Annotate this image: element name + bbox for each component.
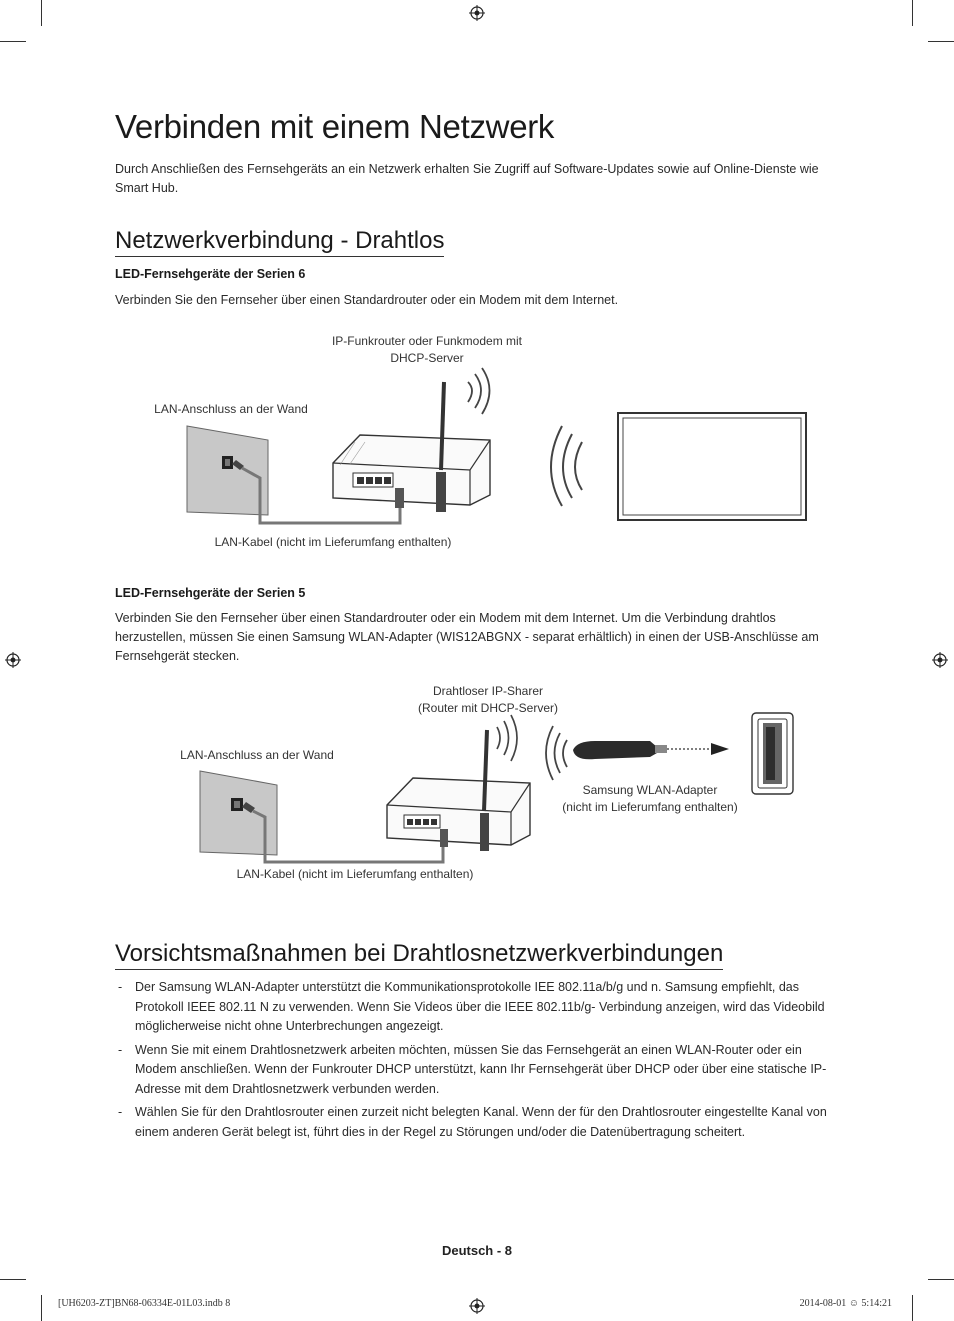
wifi-waves-icon bbox=[468, 368, 490, 414]
print-slug-right: 2014-08-01 ☺ 5:14:21 bbox=[799, 1298, 892, 1309]
wall-label-1: LAN-Anschluss an der Wand bbox=[154, 402, 308, 416]
usb-port-icon bbox=[752, 713, 793, 794]
list-item: - Wählen Sie für den Drahtlosrouter einen zurzeit nicht belegten Kanal. Wenn der für den Drahtlosrouter eingestellte Kanal von einem anderen Gerät belegt ist, führt dies in der Regel zu Störungen und/oder die Datenübertragung scheitert. bbox=[118, 1105, 827, 1139]
registration-mark-icon bbox=[5, 652, 21, 668]
cable-label-1: LAN-Kabel (nicht im Lieferumfang enthalten) bbox=[214, 535, 452, 549]
crop-mark bbox=[928, 41, 954, 42]
crop-mark bbox=[912, 0, 913, 26]
crop-mark bbox=[912, 1295, 913, 1321]
series6-text: Verbinden Sie den Fernseher über einen Standardrouter oder ein Modem mit dem Internet. bbox=[115, 293, 619, 307]
wifi-waves-icon bbox=[497, 715, 517, 761]
page-number: Deutsch - 8 bbox=[441, 1243, 513, 1258]
router-icon bbox=[387, 730, 530, 851]
router-icon bbox=[333, 382, 490, 512]
print-slug-left: [UH6203-ZT]BN68-06334E-01L03.indb 8 bbox=[58, 1298, 231, 1309]
section-heading-precautions: Vorsichtsmaßnahmen bei Drahtlosnetzwerkverbindungen bbox=[115, 940, 723, 970]
precautions-list bbox=[115, 978, 840, 1146]
registration-mark-icon bbox=[932, 652, 948, 668]
subheading-series5: LED-Fernsehgeräte der Serien 5 bbox=[115, 586, 306, 600]
crop-mark bbox=[41, 1295, 42, 1321]
wifi-waves-icon bbox=[551, 426, 582, 506]
crop-mark bbox=[41, 0, 42, 26]
wall-label-2: LAN-Anschluss an der Wand bbox=[180, 748, 334, 762]
section-heading-wireless: Netzwerkverbindung - Drahtlos bbox=[115, 227, 444, 257]
wifi-waves-icon bbox=[546, 726, 567, 780]
list-item: - Wenn Sie mit einem Drahtlosnetzwerk arbeiten möchten, müssen Sie das Fernsehgerät an einen WLAN-Router oder ein Modem anschließen. Wenn der Funkrouter DHCP unterstützt, kann Ihr Fernsehgerät über DHCP oder über eine statische IP-Adresse mit dem Drahtlosnetzwerk verbunden werden. bbox=[118, 1042, 827, 1096]
wlan-adapter-icon bbox=[573, 741, 729, 759]
cable-label-2: LAN-Kabel (nicht im Lieferumfang enthalten) bbox=[236, 867, 474, 881]
router-label-1: IP-Funkrouter oder Funkmodem mit DHCP-Server bbox=[331, 334, 523, 365]
tv-icon bbox=[618, 413, 806, 520]
diagram-series5 bbox=[195, 705, 805, 865]
router-label-2: Drahtloser IP-Sharer (Router mit DHCP-Server) bbox=[417, 684, 558, 715]
registration-mark-icon bbox=[469, 5, 485, 21]
list-item: - Der Samsung WLAN-Adapter unterstützt die Kommunikationsprotokolle IEE 802.11a/b/g und n. Samsung empfiehlt, das Protokoll IEEE 802.11 N zu verwenden. Wenn Sie Videos über die IEEE 802.11b/g- Verbindung anzeigen, wird das Videobild möglicherweise nicht ohne Unterbrechungen angezeigt. bbox=[118, 980, 825, 1033]
diagram-series6 bbox=[180, 360, 820, 540]
subheading-series6: LED-Fernsehgeräte der Serien 6 bbox=[115, 267, 306, 281]
registration-mark-icon bbox=[469, 1298, 485, 1314]
crop-mark bbox=[928, 1279, 954, 1280]
wall-socket-icon bbox=[187, 426, 268, 515]
adapter-label: Samsung WLAN-Adapter (nicht im Lieferumfang enthalten) bbox=[562, 783, 738, 814]
intro-text: Durch Anschließen des Fernsehgeräts an ein Netzwerk erhalten Sie Zugriff auf Software-Updates sowie auf Online-Dienste wie Smart Hub. bbox=[115, 162, 819, 195]
crop-mark bbox=[0, 1279, 26, 1280]
crop-mark bbox=[0, 41, 26, 42]
page-title: Verbinden mit einem Netzwerk bbox=[115, 108, 555, 145]
series5-text: Verbinden Sie den Fernseher über einen Standardrouter oder ein Modem mit dem Internet. Um die Verbindung drahtlos herzustellen, müssen Sie einen Samsung WLAN-Adapter (WIS12ABGNX - separat erhältlich) in einen der USB-Anschlüsse am Fernsehgerät stecken. bbox=[115, 611, 819, 663]
